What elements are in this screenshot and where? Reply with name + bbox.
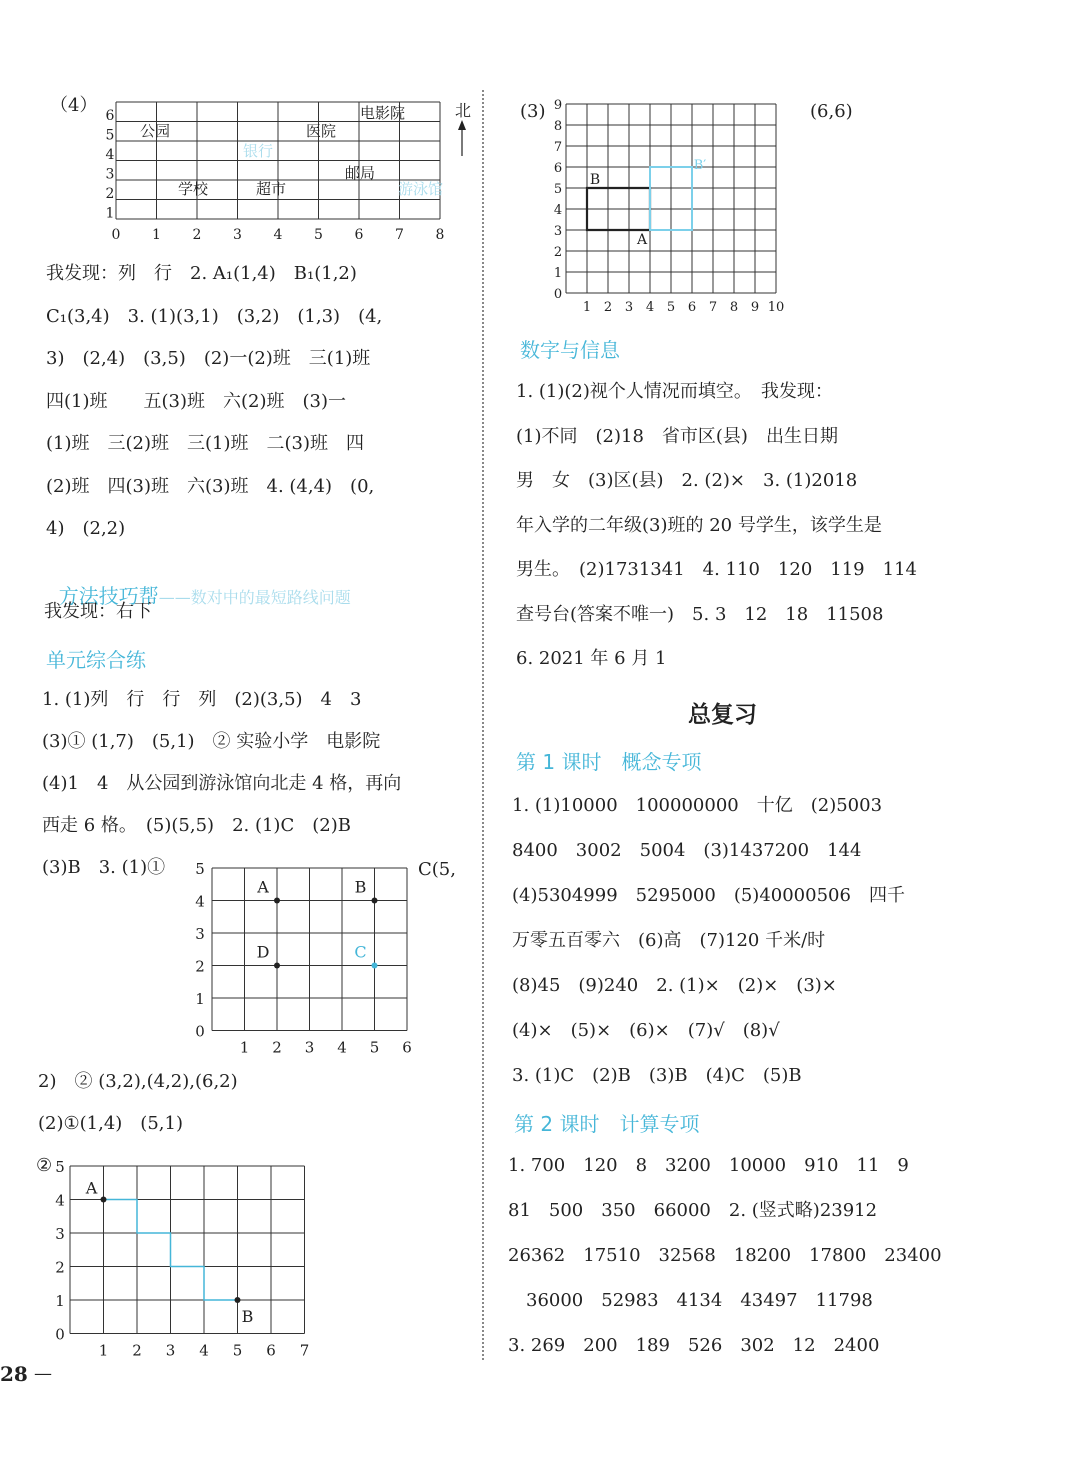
g4-ytick: 9 [553,98,563,113]
g1-ytick: 3 [105,166,115,183]
heading-unit: 单元综合练 [46,648,146,672]
column-divider [482,90,484,1360]
grid-map-3 [52,1156,332,1361]
text-line: 4) (2,2) [46,518,126,539]
g1-north: 北 [455,101,472,120]
text-line: 3. 269 200 189 526 302 12 2400 [508,1335,880,1356]
g4-ytick: 2 [553,245,563,260]
g1-xtick: 1 [152,227,161,243]
g1-north-arrow-head [458,120,466,130]
text-line: 我发现：列 行 2. A₁(1,4) B₁(1,2) [46,263,357,284]
g4-xtick: 7 [708,300,718,315]
g3-xtick: 3 [165,1341,176,1360]
g3-ytick: 4 [55,1191,65,1210]
g3-point [235,1297,241,1303]
text-line: 西走 6 格。 (5)(5,5) 2. (1)C (2)B [42,815,351,836]
g2-ytick: 4 [195,892,205,911]
g2-xtick: 3 [304,1038,315,1057]
heading-method-subtitle: ——数对中的最短路线问题 [158,588,351,607]
g4-ytick: 7 [553,140,563,155]
text-line: 36000 52983 4134 43497 11798 [508,1290,873,1311]
g3-ytick: 2 [55,1258,65,1277]
text-line: 81 500 350 66000 2. (竖式略)23912 [508,1200,878,1221]
g2-point [274,898,280,904]
g1-xtick: 5 [314,227,323,243]
g4-xtick: 3 [624,300,634,315]
g3-xtick: 4 [199,1341,209,1360]
heading-info: 数字与信息 [520,338,620,362]
g1-place: 游泳馆 [398,180,444,198]
g1-place: 医院 [306,122,337,140]
g4-point-label: A [636,232,648,248]
g4-xtick: 4 [645,300,655,315]
g1-xtick: 6 [354,227,364,243]
text-line: 2) ② (3,2),(4,2),(6,2) [38,1071,238,1092]
text-line: 1. (1)列 行 行 列 (2)(3,5) 4 3 [42,689,362,710]
text-line: 1. 700 120 8 3200 10000 910 11 9 [508,1155,909,1176]
g1-ytick: 5 [105,127,115,144]
heading-lesson1: 第 1 课时 概念专项 [516,750,702,774]
g4-label: (3) [520,101,546,122]
g2-point [274,963,280,969]
g1-place: 电影院 [360,104,406,122]
g3-ytick: 5 [55,1158,65,1176]
g2-point-label: C [354,942,367,962]
g1-xtick: 8 [435,227,445,243]
g4-xtick: 5 [666,300,676,315]
g4-xtick: 1 [582,300,592,315]
g2-point-label: B [354,877,367,897]
g4-point-label: B′ [693,158,707,173]
text-line: 查号台(答案不唯一) 5. 3 12 18 11508 [516,603,884,625]
text-line: 6. 2021 年 6 月 1 [516,648,667,669]
text-line: 男生。 (2)1731341 4. 110 120 119 114 [516,559,917,580]
grid-map-2 [190,860,420,1060]
g2-ytick: 2 [195,957,205,976]
g4-ytick: 6 [553,161,563,176]
text-line: 年入学的二年级(3)班的 20 号学生，该学生是 [516,514,882,536]
g3-ytick: 0 [55,1325,65,1344]
text-line: (4)× (5)× (6)× (7)√ (8)√ [512,1020,780,1041]
c-right-text: C(5, [418,859,456,880]
g1-place: 邮局 [345,164,376,182]
g1-ytick: 4 [105,147,115,163]
g1-ytick: 1 [105,205,115,222]
g2-xtick: 5 [369,1038,380,1057]
g2-xtick: 2 [272,1038,282,1057]
g2-ytick: 1 [195,990,205,1008]
g1-place: 银行 [243,142,274,160]
text-line: 1. (1)10000 100000000 十亿 (2)5003 [512,795,883,816]
text-line: (3)B 3. (1)① [42,857,166,878]
text-line: 3. (1)C (2)B (3)B (4)C (5)B [512,1065,802,1086]
g1-xtick: 4 [273,227,283,243]
g3-xtick: 5 [232,1341,243,1360]
grid-map-4 [546,98,796,318]
g4-point-label: B [589,172,601,188]
heading-lesson2: 第 2 课时 计算专项 [514,1112,700,1136]
page-dash: — [34,1363,52,1384]
g1-place: 学校 [178,180,209,198]
g4-xtick: 9 [750,300,760,315]
g2-ytick: 3 [195,925,205,943]
g3-xtick: 1 [98,1341,109,1360]
text-line: (1)不同 (2)18 省市区(县) 出生日期 [516,425,838,447]
g4-ytick: 0 [553,287,563,302]
text-line: (2)①(1,4) (5,1) [38,1113,183,1134]
heading-review: 总复习 [688,702,757,728]
grid-map-1 [98,96,478,246]
g3-point-label: A [85,1178,98,1198]
text-line: (4)5304999 5295000 (5)40000506 四千 [512,885,905,906]
g2-xtick: 6 [402,1038,412,1057]
g1-xtick: 2 [192,227,202,243]
g1-ytick: 6 [105,108,115,124]
g1-place: 超市 [256,180,287,198]
text-line: 万零五百零六 (6)高 (7)120 千米/时 [512,930,826,951]
g3-point-label: B [241,1307,254,1326]
text-line: 四(1)班 五(3)班 六(2)班 (3)一 [46,390,346,412]
text-line: 男 女 (3)区(县) 2. (2)× 3. (1)2018 [516,470,858,491]
text-line: 1. (1)(2)视个人情况而填空。 我发现： [516,381,833,402]
g2-xtick: 1 [239,1038,250,1057]
g4-ytick: 1 [553,266,563,281]
text-line: (2)班 四(3)班 六(3)班 4. (4,4) (0, [46,475,375,497]
g4-ytick: 8 [553,119,563,134]
g1-xtick: 3 [233,227,242,243]
g3-xtick: 7 [299,1341,310,1360]
g2-point [372,963,378,969]
g1-xtick: 0 [111,227,121,243]
g4-xtick: 6 [687,300,697,315]
text-line: (1)班 三(2)班 三(1)班 二(3)班 四 [46,433,364,454]
text-line: (8)45 (9)240 2. (1)× (2)× (3)× [512,975,837,996]
heading-method-title: 方法技巧帮 [58,584,159,608]
g2-ytick: 0 [195,1022,205,1041]
text-line: C₁(3,4) 3. (1)(3,1) (3,2) (1,3) (4, [46,305,383,327]
text-line: 8400 3002 5004 (3)1437200 144 [512,840,862,861]
g3-label: ② [36,1155,53,1176]
g1-xtick: 7 [395,227,404,243]
g2-xtick: 4 [337,1038,347,1057]
g4-xtick: 2 [603,300,613,315]
g4-xtick: 10 [767,300,785,315]
g4-ytick: 4 [553,203,563,218]
text-line: (4)1 4 从公园到游泳馆向北走 4 格，再向 [42,773,402,794]
text-line: 26362 17510 32568 18200 17800 23400 [508,1245,942,1266]
g1-place: 公园 [140,122,171,140]
discover-line: 我发现：右下 [44,601,152,622]
g3-ytick: 1 [55,1292,65,1310]
g2-ytick: 5 [195,860,205,878]
g4-ytick: 3 [553,224,563,239]
g3-xtick: 6 [266,1341,276,1360]
g4-xtick: 8 [729,300,739,315]
text-line: 3) (2,4) (3,5) (2)一(2)班 三(1)班 [46,348,371,369]
g3-ytick: 3 [55,1225,65,1243]
text-line: (3)① (1,7) (5,1) ② 实验小学 电影院 [42,731,381,752]
g3-point [101,1197,107,1203]
g4-coord: (6,6) [810,101,853,122]
g2-point [372,898,378,904]
page-number: 28 [0,1362,28,1386]
g4-ytick: 5 [553,182,563,197]
g2-point-label: D [256,942,270,962]
g1-ytick: 2 [105,186,115,202]
g2-point-label: A [257,877,269,897]
g3-xtick: 2 [132,1341,142,1360]
g1-label: （4） [50,95,98,116]
